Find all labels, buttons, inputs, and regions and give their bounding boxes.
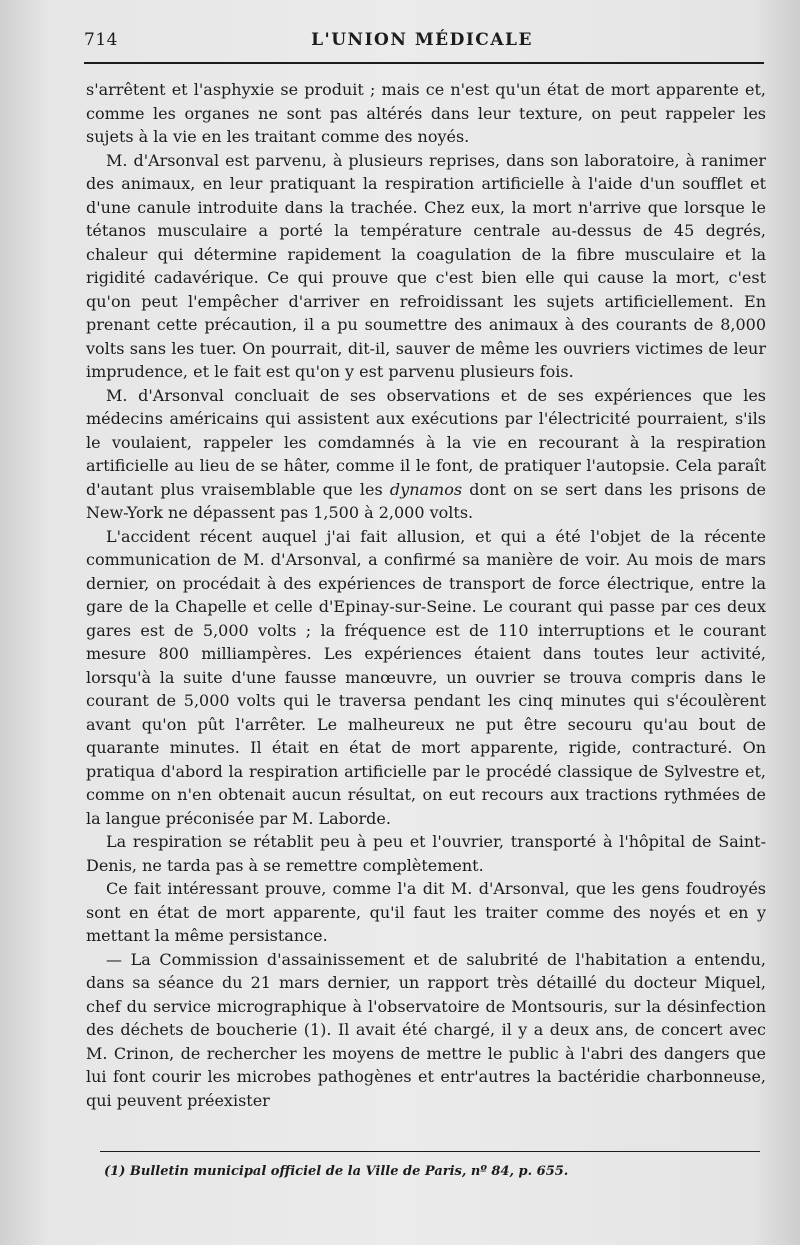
paragraph: La respiration se rétablit peu à peu et l'ouvrier, transporté à l'hôpital de Saint-Denis, ne tarda pas à se remettre complètement. (86, 832, 766, 875)
paragraph-text: dont on se sert dans les prisons de New-York ne dépassent pas 1,500 à 2,000 volts. (86, 479, 767, 522)
paragraph: M. d'Arsonval est parvenu, à plusieurs reprises, dans son laboratoire, à ranimer des animaux, en leur pratiquant la respiration artificielle à l'aide d'un soufflet et d'une canule introduite dans la trachée. Chez eux, la mort n'arrive que lorsque le tétanos musculaire a porté la température centrale au-dessus de 45 degrés, chaleur qui détermine rapidement la coagulation de la fibre musculaire et la rigidité cadavérique. Ce qui prouve que c'est bien elle qui cause la mort, c'est qu'on peut l'empêcher d'arriver en refroidissant les sujets artificiellement. En prenant cette précaution, il a pu soumettre des animaux à des courants de 8,000 volts sans les tuer. On pourrait, dit-il, sauver de même les ouvriers victimes de leur imprudence, et le fait est qu'on y est parvenu plusieurs fois. (86, 150, 766, 381)
paragraph-text: M. d'Arsonval concluait de ses observations et de ses expériences que les médecins américains qui assistent aux exécutions par l'électricité pourraient, s'ils le voulaient, rappeler les comdamnés à la vie en recourant à la respiration artificielle au lieu de se hâter, comme il le font, de pratiquer l'autopsie. Cela paraît d'autant plus vraisemblable que les (86, 385, 766, 499)
paragraph: — La Commission d'assainissement et de salubrité de l'habitation a entendu, dans sa séance du 21 mars dernier, un rapport très détaillé du docteur Miquel, chef du service micrographique à l'observatoire de Montsouris, sur la désinfection des déchets de boucherie (1). Il avait été chargé, il y a deux ans, de concert avec M. Crinon, de rechercher les moyens de mettre le public à l'abri des dangers que lui font courir les microbes pathogènes et entr'autres la bactéridie charbonneuse, qui peuvent préexister (86, 949, 766, 1110)
footnote: (1) Bulletin municipal officiel de la Ville de Paris, nº 84, p. 655. (104, 1164, 569, 1179)
page-number: 714 (84, 30, 118, 50)
running-title: L'UNION MÉDICALE (311, 30, 533, 50)
paragraph (86, 384, 766, 525)
footnote-rule (100, 1151, 760, 1152)
paragraph: s'arrêtent et l'asphyxie se produit ; mais ce n'est qu'un état de mort apparente et, comme les organes ne sont pas altérés dans leur texture, on peut rappeler les sujets à la vie en les traitant comme des noyés. (86, 80, 766, 146)
italic-term: dynamos (389, 479, 463, 499)
paragraph: L'accident récent auquel j'ai fait allusion, et qui a été l'objet de la récente communication de M. d'Arsonval, a confirmé sa manière de voir. Au mois de mars dernier, on procédait à des expériences de transport de force électrique, entre la gare de la Chapelle et celle d'Epinay-sur-Seine. Le courant qui passe par ces deux gares est de 5,000 volts ; la fréquence est de 110 interruptions et le courant mesure 800 milliampères. Les expériences étaient dans toutes leur activité, lorsqu'à la suite d'une fausse manœuvre, un ouvrier se trouva compris dans le courant de 5,000 volts qui le traversa pendant les cinq minutes qui s'écoulèrent avant qu'on pût l'arrêter. Le malheureux ne put être secouru qu'au bout de quarante minutes. Il était en état de mort apparente, rigide, contracturé. On pratiqua d'abord la respiration artificielle par le procédé classique de Sylvestre et, comme on n'en obtenait aucun résultat, on eut recours aux tractions rythmées de la langue préconisée par M. Laborde. (86, 526, 766, 828)
header-rule (84, 62, 764, 64)
body-text (86, 78, 766, 1112)
page-header (84, 26, 760, 58)
paragraph: Ce fait intéressant prouve, comme l'a dit M. d'Arsonval, que les gens foudroyés sont en état de mort apparente, qu'il faut les traiter comme des noyés et en y mettant la même persistance. (86, 879, 766, 945)
